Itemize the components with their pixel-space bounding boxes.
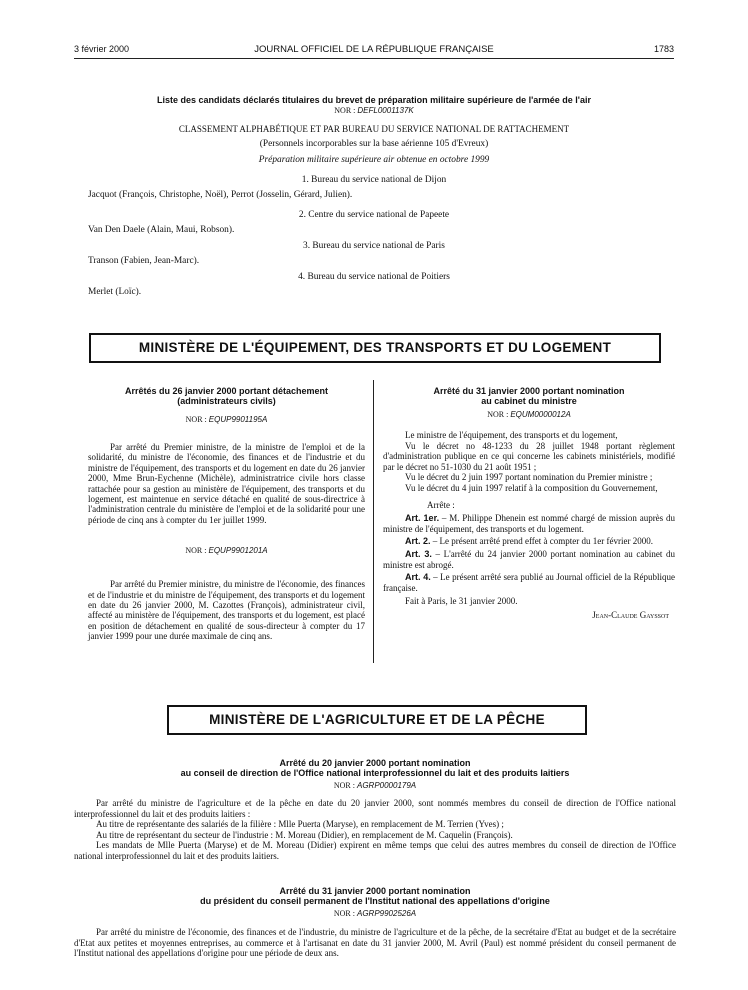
header-journal-title: JOURNAL OFFICIEL DE LA RÉPUBLIQUE FRANÇAISE (254, 44, 494, 55)
left-column (88, 386, 365, 642)
article-text: – Le présent arrêté prend effet à compter du 1er février 2000. (430, 536, 653, 547)
article (383, 572, 675, 593)
article-text: – Le présent arrêté sera publié au Journal officiel de la République française. (383, 572, 675, 593)
arrete-paragraph: Par arrêté du ministre de l'économie, des finances et de l'industrie, du ministre de l'agriculture et de la pêche, de la secrétaire d'Etat au budget et de la secrétaire d'Etat aux petites et moyennes entreprises, au commerce et à l'artisanat en date du 31 janvier 2000, M. Avril (Paul) est nommé président du conseil permanent de l'Institut national des appellations d'origine pour une période de deux ans. (74, 927, 676, 959)
header-date: 3 février 2000 (74, 44, 130, 54)
bureau-names: Jacquot (François, Christophe, Noël), Perrot (Josselin, Gérard, Julien). (88, 190, 353, 200)
nor-code: EQUM0000012A (510, 410, 571, 419)
header-page-number: 1783 (653, 44, 674, 54)
article-label: Art. 4. (405, 572, 431, 583)
nor-code: EQUP9901201A (208, 546, 268, 556)
nor-label: NOR : (334, 106, 356, 115)
nor-code: EQUP9901195A (208, 415, 268, 424)
air-list-title: Liste des candidats déclarés titulaires du brevet de préparation militaire supérieure de l'armée de l'air (157, 95, 591, 105)
vu-line: Vu le décret du 2 juin 1997 portant nomination du Premier ministre ; (405, 472, 653, 483)
bureau-heading: 4. Bureau du service national de Poitiers (298, 272, 450, 282)
agriculture-arrete-1 (74, 758, 676, 862)
vu-line: Le ministre de l'équipement, des transports et du logement, (405, 430, 618, 440)
arrete-subtitle: du président du conseil permanent de l'Institut national des appellations d'origine (200, 896, 550, 906)
fait-line: Fait à Paris, le 31 janvier 2000. (405, 596, 518, 607)
vu-line: Vu le décret no 48-1233 du 28 juillet 1948 portant règlement d'administration publique en ce qui concerne les cabinets ministériels, modifié par le décret no 51-1030 du 21 août 1951 ; (383, 440, 675, 472)
ministry-agriculture-banner: MINISTÈRE DE L'AGRICULTURE ET DE LA PÊCHE (167, 705, 587, 735)
header-rule (74, 58, 674, 59)
arrete-subtitle: au conseil de direction de l'Office national interprofessionnel du lait et des produits laitiers (180, 768, 570, 778)
article-text: – L'arrêté du 24 janvier 2000 portant nomination au cabinet du ministre est abrogé. (383, 548, 675, 570)
agriculture-arrete-2 (74, 886, 676, 959)
nor-line: NOR : AGRP0000179A (333, 781, 417, 790)
arrete-paragraph: Par arrêté du Premier ministre, du ministre de l'économie, des finances et de l'industrie et du ministre de l'équipement, des transports et du logement en date du 26 janvier 2000, M. Cazottes (François), administrateur civil, affecté au ministère de l'équipement, des transports et du logement, est placé en position de détachement en qualité de sous-directeur à compter du 17 janvier 1999 pour une durée maximale de cinq ans. (88, 579, 365, 642)
article (383, 513, 675, 534)
bureau-names: Van Den Daele (Alain, Maui, Robson). (88, 225, 235, 235)
arrete-subtitle: au cabinet du ministre (481, 396, 577, 406)
article-label: Art. 1er. (405, 513, 440, 524)
nor-code: DEFL0001137K (357, 106, 414, 115)
bureau-heading: 1. Bureau du service national de Dijon (301, 175, 447, 185)
nor-line: NOR : EQUP9901201A (185, 546, 268, 556)
arrete-paragraph: Par arrêté du Premier ministre, de la ministre de l'emploi et de la solidarité, du ministre de l'économie, des finances et de l'industrie et du ministre de l'équipement, des transports et du logement en date du 26 janvier 2000, Mme Brun-Eychenne (Michèle), administratrice civile hors classe rattachée pour sa gestion au ministère de l'équipement, des transports et du logement, est maintenue en service détaché en qualité de sous-directrice à l'administration centrale du ministère de l'emploi et de la solidarité pour une période de cinq ans à compter du 1er juillet 1999. (88, 442, 365, 525)
article-text: – M. Philippe Dhenein est nommé chargé de mission auprès du ministre de l'équipement, des transports et du logement. (383, 513, 675, 534)
personnels-note: (Personnels incorporables sur la base aérienne 105 d'Evreux) (259, 139, 489, 149)
arrete-subtitle: (administrateurs civils) (177, 396, 276, 406)
arrete-title: Arrêté du 31 janvier 2000 portant nomination (279, 886, 471, 896)
article-label: Art. 2. (405, 536, 431, 547)
right-column (383, 386, 675, 621)
arrete-keyword: Arrête : (427, 499, 455, 510)
arrete-title: Arrêté du 31 janvier 2000 portant nomination (433, 386, 625, 396)
nor-code: AGRP9902526A (356, 909, 417, 918)
article-label: Art. 3. (405, 548, 432, 559)
nor-line: NOR : AGRP9902526A (333, 909, 417, 918)
air-nor (74, 106, 674, 115)
arrete-paragraph: Au titre de représentant du secteur de l'industrie : M. Moreau (Didier), en remplacement de M. Caquelin (François). (96, 829, 513, 840)
signature: Jean-Claude Gayssot (592, 609, 669, 620)
ministry-equipement-banner: MINISTÈRE DE L'ÉQUIPEMENT, DES TRANSPORTS ET DU LOGEMENT (89, 333, 661, 363)
bureau-names: Transon (Fabien, Jean-Marc). (88, 256, 200, 266)
arrete-paragraph: Par arrêté du ministre de l'agriculture et de la pêche en date du 20 janvier 2000, sont nommés membres du conseil de direction de l'Office national interprofessionnel du lait et des produits laitiers : (74, 798, 676, 819)
arrete-title: Arrêtés du 26 janvier 2000 portant détachement (124, 386, 329, 396)
vu-line: Vu le décret du 4 juin 1997 relatif à la composition du Gouvernement, (405, 482, 658, 493)
bureau-heading: 2. Centre du service national de Papeete (298, 210, 450, 220)
arrete-paragraph: Les mandats de Mlle Puerta (Maryse) et de M. Moreau (Didier) expirent en même temps que celui des autres membres du conseil de direction de l'Office national interprofessionnel du lait et des produits laitiers. (74, 840, 676, 861)
column-divider (373, 380, 374, 663)
bureau-heading: 3. Bureau du service national de Paris (303, 241, 445, 251)
nor-code: AGRP0000179A (356, 781, 417, 790)
arrete-paragraph: Au titre de représentante des salariés de la filière : Mlle Puerta (Maryse), en remplacement de M. Terrien (Yves) ; (96, 819, 504, 830)
preparation-note: Préparation militaire supérieure air obtenue en octobre 1999 (258, 155, 490, 165)
nor-line: NOR : EQUM0000012A (487, 410, 571, 419)
article (383, 536, 675, 547)
bureau-names: Merlet (Loïc). (88, 287, 142, 297)
arrete-title: Arrêté du 20 janvier 2000 portant nomination (279, 758, 471, 768)
classement-heading: CLASSEMENT ALPHABÉTIQUE ET PAR BUREAU DU SERVICE NATIONAL DE RATTACHEMENT (178, 124, 570, 134)
nor-line: NOR : EQUP9901195A (185, 415, 268, 424)
article (383, 549, 675, 570)
